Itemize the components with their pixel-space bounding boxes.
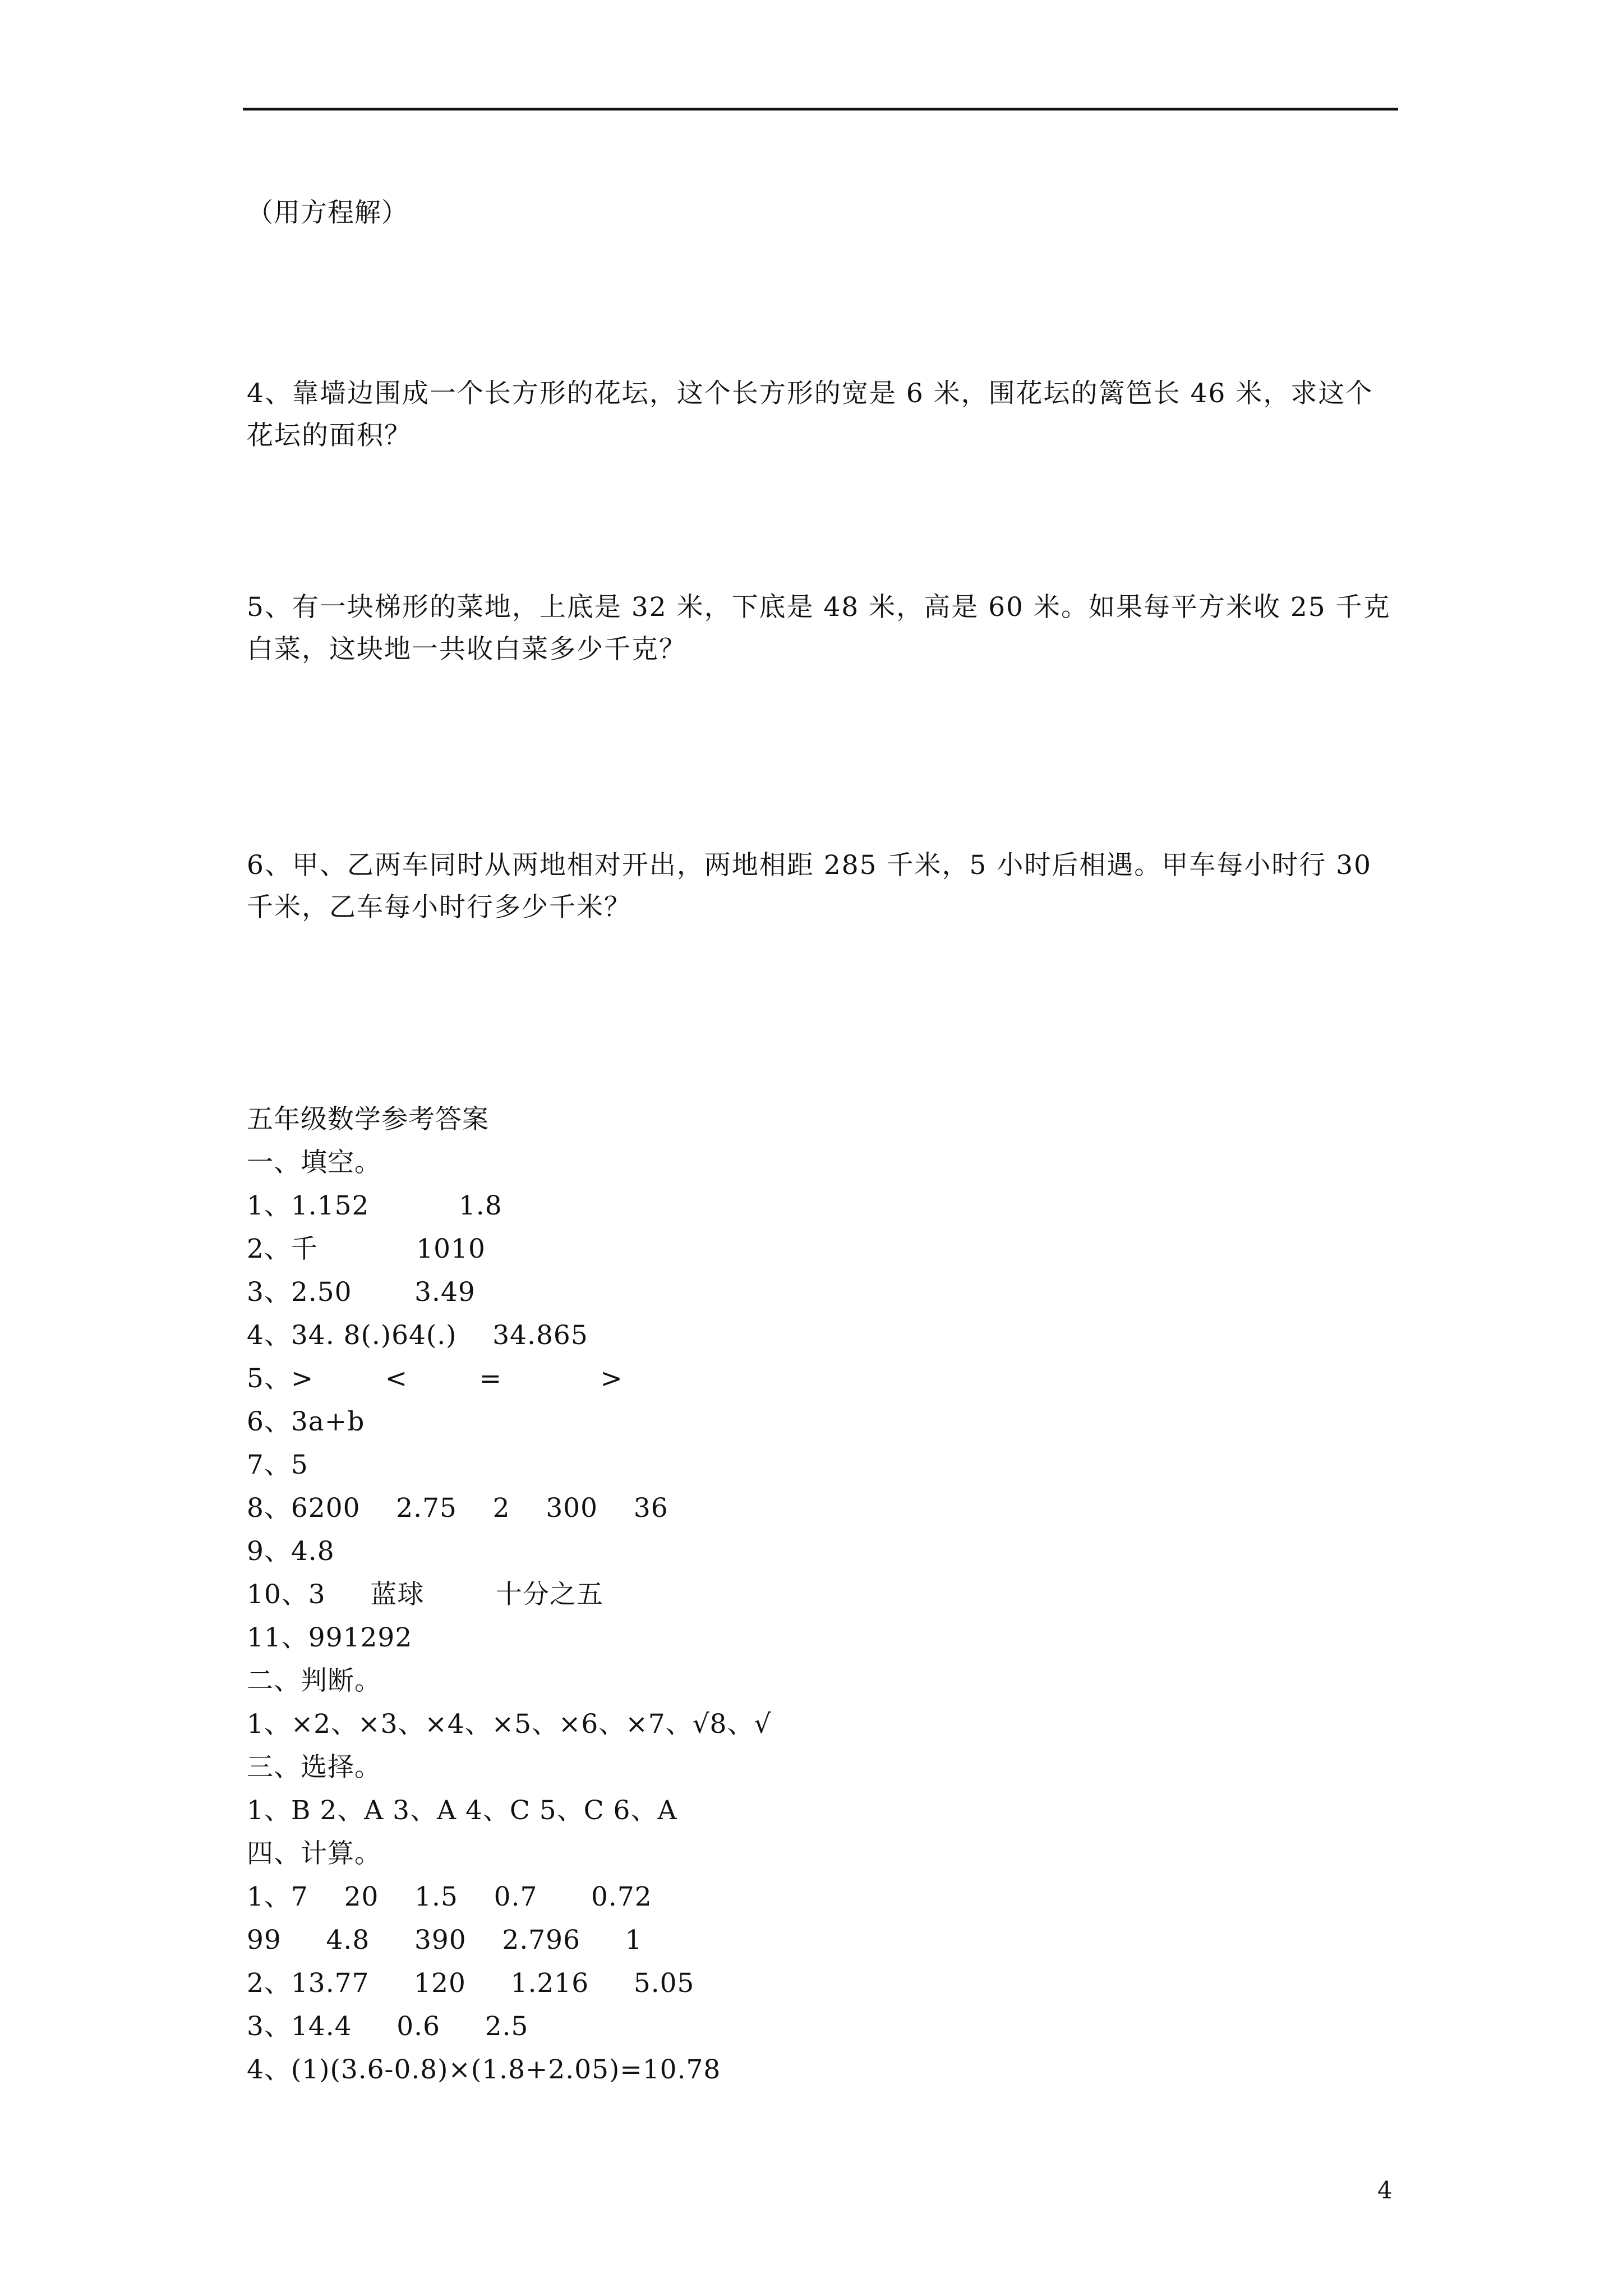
answer-line: 1、7 20 1.5 0.7 0.72 xyxy=(247,1881,652,1912)
answers-title: 五年级数学参考答案 xyxy=(247,1104,489,1135)
header-rule xyxy=(243,108,1398,111)
problem-4-line-2: 花坛的面积？ xyxy=(247,420,412,451)
answers-section-fill-blanks: 一、填空。 xyxy=(247,1147,381,1178)
answer-line: 7、5 xyxy=(247,1450,308,1480)
answer-line: 1、×2、×3、×4、×5、×6、×7、√8、√ xyxy=(247,1709,772,1740)
answer-line: 99 4.8 390 2.796 1 xyxy=(247,1925,643,1955)
problem-3-note: （用方程解） xyxy=(247,197,408,228)
answer-line: 8、6200 2.75 2 300 36 xyxy=(247,1493,668,1524)
answer-line: 5、> < = > xyxy=(247,1363,623,1394)
answer-line: 6、3a+b xyxy=(247,1406,365,1437)
answer-line: 1、B 2、A 3、A 4、C 5、C 6、A xyxy=(247,1795,677,1826)
answer-line: 11、991292 xyxy=(247,1622,413,1653)
answer-line: 4、34. 8(.)64(.) 34.865 xyxy=(247,1320,588,1351)
problem-5 xyxy=(247,586,1396,670)
answer-line: 3、2.50 3.49 xyxy=(247,1277,476,1308)
problem-5-line-2: 白菜，这块地一共收白菜多少千克？ xyxy=(247,634,686,665)
answer-line: 2、13.77 120 1.216 5.05 xyxy=(247,1968,695,1999)
answer-line: 2、千 1010 xyxy=(247,1234,486,1264)
answer-line: 4、(1)(3.6-0.8)×(1.8+2.05)=10.78 xyxy=(247,2054,721,2085)
problem-6 xyxy=(247,844,1396,928)
answer-line: 3、14.4 0.6 2.5 xyxy=(247,2011,529,2042)
page-number: 4 xyxy=(1377,2177,1393,2204)
answer-line: 1、1.152 1.8 xyxy=(247,1190,502,1221)
problem-4 xyxy=(247,372,1396,457)
answers-section-true-false: 二、判断。 xyxy=(247,1665,381,1696)
problem-6-line-2: 千米，乙车每小时行多少千米？ xyxy=(247,892,631,923)
answers-section-choice: 三、选择。 xyxy=(247,1752,381,1783)
answers-section-calculation: 四、计算。 xyxy=(247,1838,381,1869)
problem-5-line-1: 5、有一块梯形的菜地，上底是 32 米，下底是 48 米，高是 60 米。如果每平方米收 25 千克 xyxy=(247,592,1391,623)
problem-6-line-1: 6、甲、乙两车同时从两地相对开出，两地相距 285 千米，5 小时后相遇。甲车每小时行 30 xyxy=(247,850,1372,881)
answer-line: 10、3 蓝球 十分之五 xyxy=(247,1579,603,1610)
problem-4-line-1: 4、靠墙边围成一个长方形的花坛，这个长方形的宽是 6 米，围花坛的篱笆长 46 米，求这个 xyxy=(247,378,1373,409)
answer-line: 9、4.8 xyxy=(247,1536,335,1567)
